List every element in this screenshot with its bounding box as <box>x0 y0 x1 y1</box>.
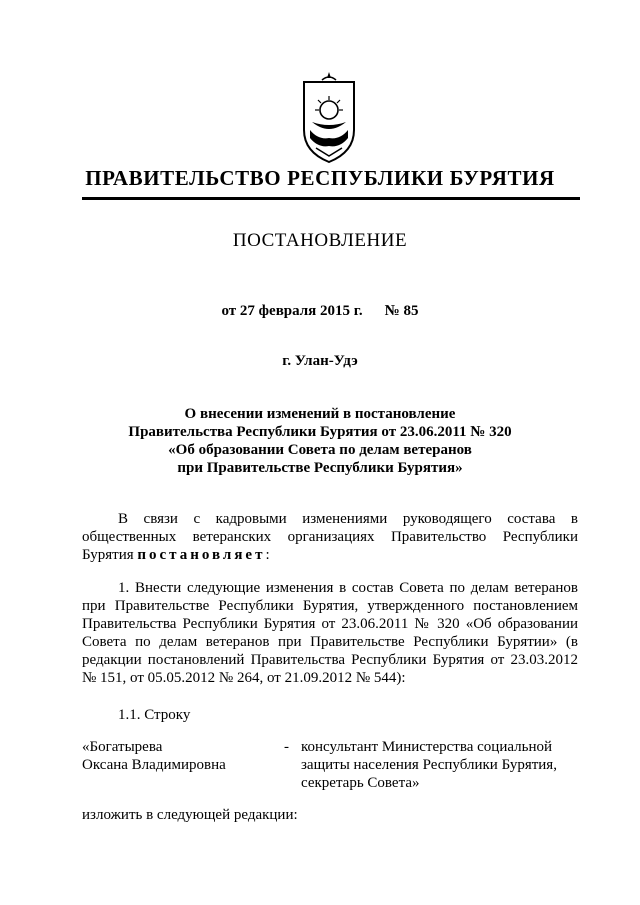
entry-name <box>82 738 272 774</box>
paragraph-item-1-1: 1.1. Строку <box>118 707 191 723</box>
document-date: от 27 февраля 2015 г. <box>221 303 363 319</box>
paragraph-restate: изложить в следующей редакции: <box>82 807 298 823</box>
entry-position <box>301 738 567 792</box>
title-line: при Правительстве Республики Бурятия» <box>177 460 463 476</box>
city: г. Улан-Удэ <box>282 353 358 369</box>
document-type: ПОСТАНОВЛЕНИЕ <box>232 230 408 251</box>
preamble-end: : <box>265 547 270 563</box>
organization-header: ПРАВИТЕЛЬСТВО РЕСПУБЛИКИ БУРЯТИЯ <box>85 166 555 190</box>
entry-given-names: Оксана Владимировна <box>82 757 226 773</box>
decree-word: постановляет <box>137 547 266 563</box>
title-line: Правительства Республики Бурятия от 23.06.2011 № 320 <box>128 424 512 440</box>
document-number: № 85 <box>384 303 419 319</box>
preamble-text: В связи с кадровыми изменениями руководящего состава в общественных ветеранских организациях Правительство Республики Бурятия <box>82 511 578 563</box>
date-number-line <box>0 303 640 320</box>
document-title <box>0 405 640 477</box>
entry-position-line: консультант Министерства социальной <box>301 739 553 755</box>
paragraph-preamble <box>82 510 578 564</box>
entry-position-line: секретарь Совета» <box>301 775 420 791</box>
entry-position-line: защиты населения Республики Бурятия, <box>301 757 557 773</box>
coat-of-arms-icon <box>296 70 362 164</box>
title-line: «Об образовании Совета по делам ветеранов <box>168 442 472 458</box>
title-line: О внесении изменений в постановление <box>184 406 456 422</box>
entry-dash: - <box>284 739 289 755</box>
paragraph-item-1: 1. Внести следующие изменения в состав Совета по делам ветеранов при Правительстве Республики Бурятия, утвержденного постановлением Правительства Республики Бурятия от 23.06.2011 № 320 «Об образовании Совета по делам ветеранов при Правительстве Республики Бурятии» (в редакции постановлений Правительства Республики Бурятия от 23.03.2012 № 151, от 05.05.2012 № 264, от 21.09.2012 № 544): <box>82 580 578 686</box>
entry-surname: «Богатырева <box>82 739 163 755</box>
header-divider <box>82 197 580 200</box>
